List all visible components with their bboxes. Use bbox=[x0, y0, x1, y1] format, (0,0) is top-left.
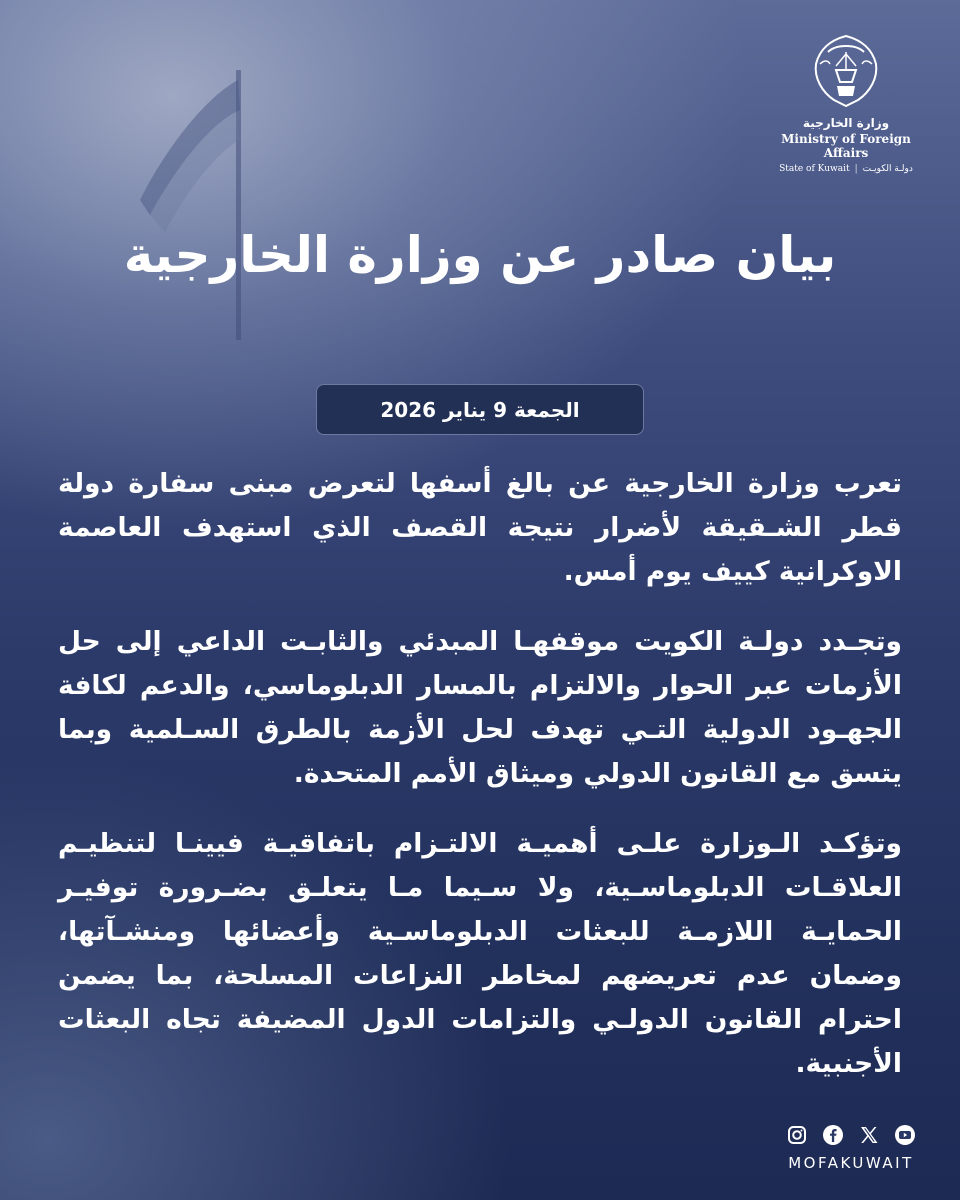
instagram-icon[interactable] bbox=[786, 1124, 808, 1146]
paragraph-1: تعرب وزارة الخارجية عن بالغ أسفها لتعرض مبنى سفارة دولة قطر الشـقيقة لأضرار نتيجة القصف الذي استهدف العاصمة الاوكرانية كييف يوم أمس. bbox=[58, 468, 902, 587]
paragraph-3: وتؤكـد الـوزارة علـى أهميـة الالتـزام باتفاقيـة فيينـا لتنظيـم العلاقـات الدبلوماسـية، ولا سـيما مـا يتعلـق بضـرورة توفيـر الحمايـة اللازمـة للبعثات الدبلوماسـية وأعضائها ومنشـآتها، وضمان عدم تعريضهم لمخاطر النزاعات المسلحة، بما يضمن احترام القانون الدولـي والتزامات الدول المضيفة تجاه البعثات الأجنبية. bbox=[58, 828, 902, 1079]
social-links bbox=[776, 1124, 926, 1172]
youtube-icon[interactable] bbox=[894, 1124, 916, 1146]
ministry-logo bbox=[776, 30, 916, 174]
state-name-arabic: دولـة الكويـت bbox=[862, 164, 913, 174]
state-name-english: State of Kuwait bbox=[779, 164, 850, 174]
state-name bbox=[776, 164, 916, 174]
paragraph-2: وتجـدد دولـة الكويت موقفهـا المبدئي والثابـت الداعي إلى حل الأزمات عبر الحوار والالتزام بالمسار الدبلوماسي، والدعم لكافة الجهـود الدولية التـي تهدف لحل الأزمة بالطرق السـلمية وبما يتسق مع القانون الدولي وميثاق الأمم المتحدة. bbox=[58, 626, 902, 789]
statement-body bbox=[58, 462, 902, 1112]
kuwait-emblem-icon bbox=[806, 30, 886, 110]
facebook-icon[interactable] bbox=[822, 1124, 844, 1146]
statement-title: بيان صادر عن وزارة الخارجية bbox=[123, 226, 837, 284]
ministry-name-arabic: وزارة الخارجية bbox=[802, 116, 890, 130]
social-handle[interactable]: MOFAKUWAIT bbox=[788, 1154, 914, 1172]
date-badge bbox=[316, 384, 644, 435]
date-text: الجمعة 9 يناير 2026 bbox=[380, 397, 580, 422]
ministry-name-english: Ministry of Foreign Affairs bbox=[781, 132, 911, 160]
state-separator: | bbox=[854, 164, 858, 174]
x-icon[interactable] bbox=[858, 1124, 880, 1146]
